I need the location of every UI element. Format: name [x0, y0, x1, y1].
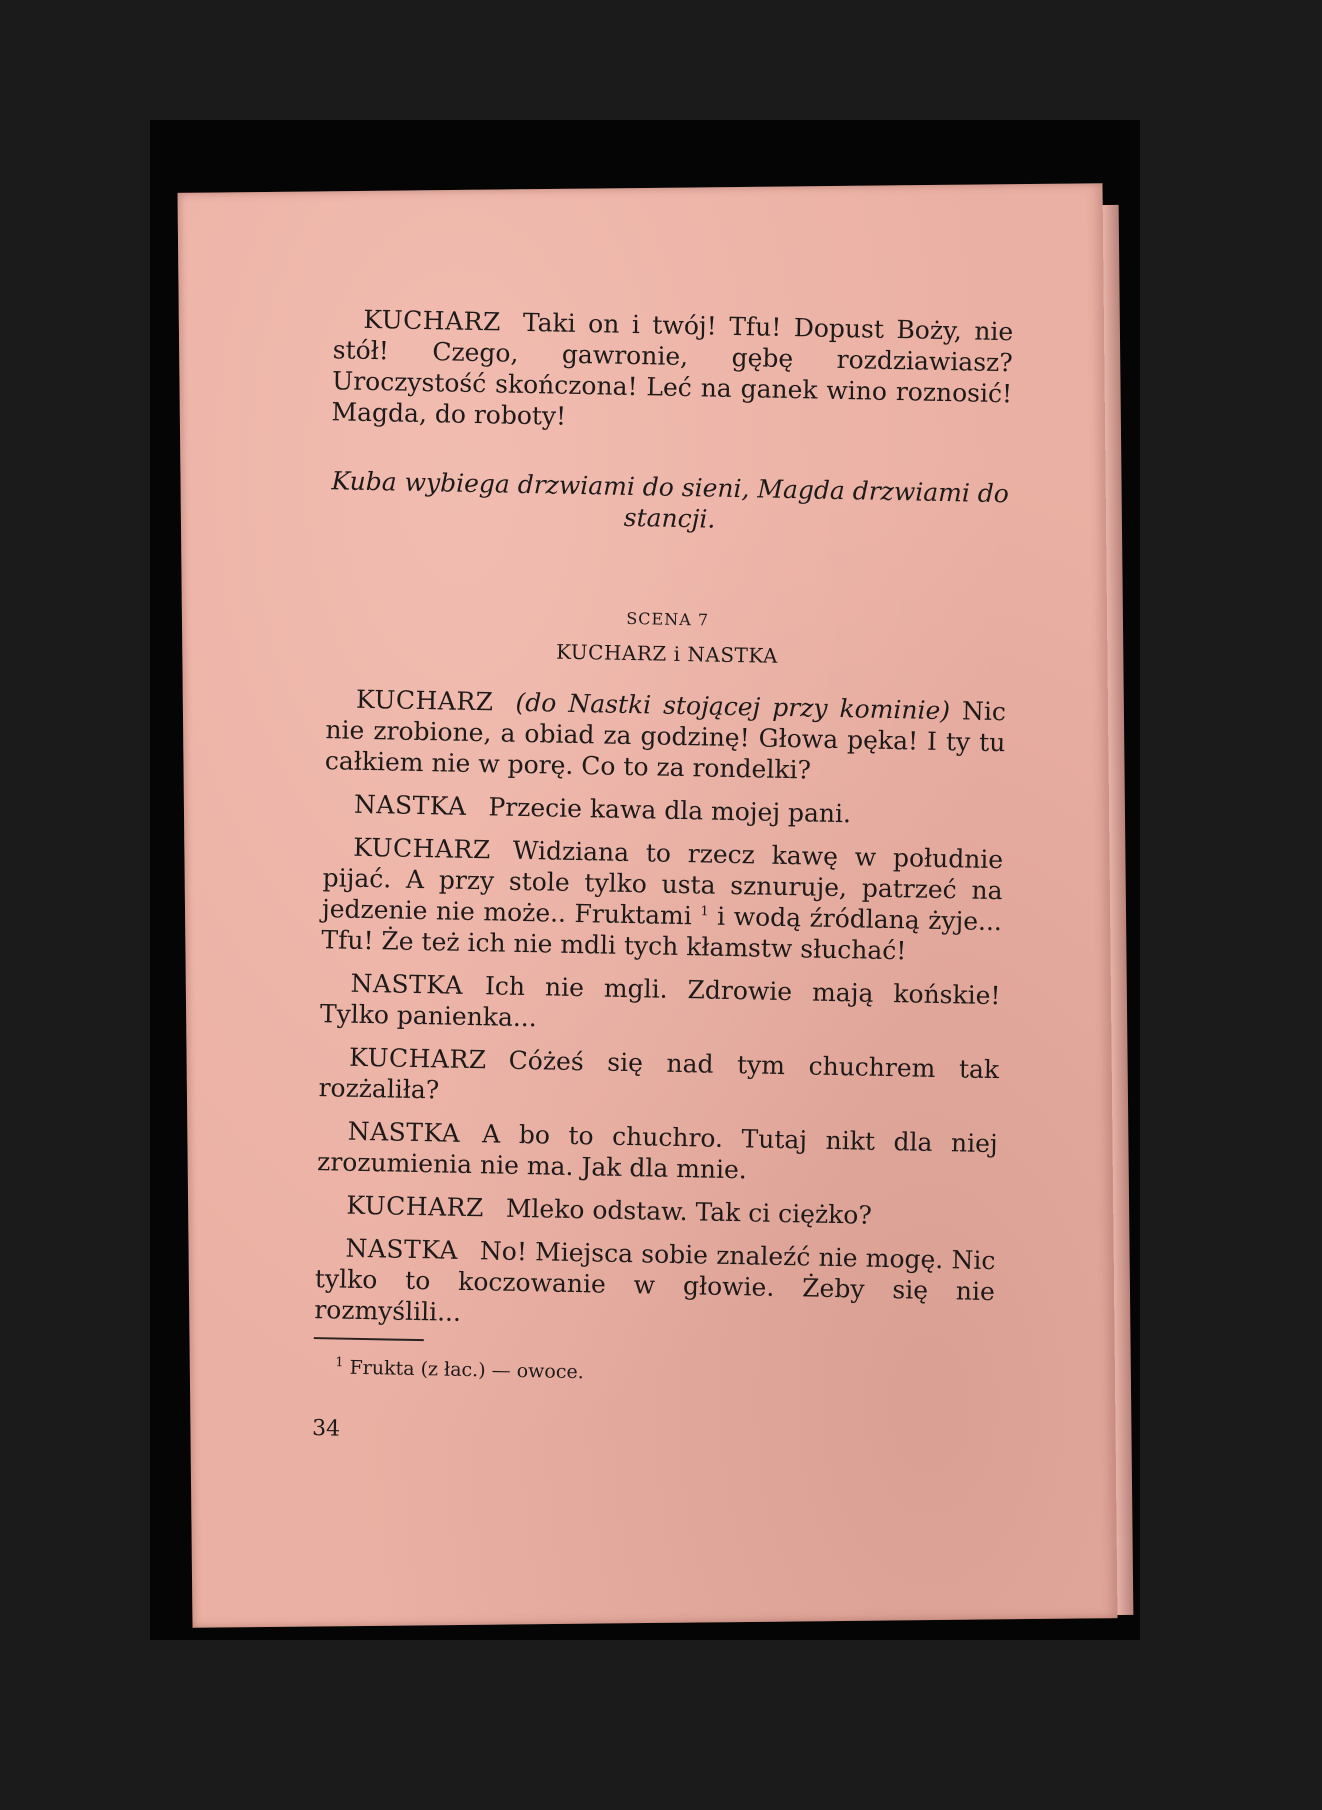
dialogue-paragraph	[320, 967, 1001, 1042]
dialogue-text: Nic nie zrobione, a obiad za godzinę! Głowa pęka! I ty tu całkiem nie w porę. Co to za rondelki?	[324, 696, 1007, 785]
dialogue-paragraph	[316, 1189, 996, 1233]
speaker-name: KUCHARZ	[363, 304, 502, 337]
stage-aside: (do Nastki stojącej przy kominie)	[515, 687, 951, 726]
stage-direction: Kuba wybiega drzwiami do sieni, Magda drzwiami do stancji.	[331, 466, 1010, 534]
dialogue-text: Cóżeś się nad tym chuchrem tak rozżaliła?	[318, 1045, 1000, 1105]
footnote-marker: 1	[335, 1355, 344, 1371]
speaker-name: KUCHARZ	[346, 1190, 485, 1223]
footnote-marker: 1	[700, 904, 709, 920]
book-page	[178, 183, 1118, 1628]
footnote-text: Frukta (z łac.) — owoce.	[349, 1356, 584, 1384]
dialogue-text: Ich nie mgli. Zdrowie mają końskie! Tylko panienka...	[319, 971, 1001, 1033]
scene-persons: KUCHARZ i NASTKA	[555, 639, 779, 668]
dialogue-paragraph	[324, 788, 1004, 832]
dialogue-text: No! Miejsca sobie znaleźć nie mogę. Nic tylko to koczowanie w głowie. Żeby się nie rozmyślili...	[314, 1236, 996, 1327]
speaker-name: KUCHARZ	[352, 832, 492, 865]
dialogue-text: Przecie kawa dla mojej pani.	[488, 792, 852, 829]
dialogue-text: A bo to chuchro. Tutaj nikt dla niej zrozumienia nie ma. Jak dla mnie.	[316, 1119, 998, 1185]
dialogue-paragraph	[331, 303, 1013, 440]
speaker-name: KUCHARZ	[348, 1042, 488, 1075]
speaker-name: NASTKA	[345, 1233, 459, 1265]
dialogue-paragraph	[318, 1041, 999, 1116]
footnote	[335, 1355, 993, 1392]
dialogue-paragraph	[314, 1232, 996, 1338]
speaker-name: KUCHARZ	[355, 684, 494, 717]
dialogue-paragraph	[325, 683, 1007, 789]
scene-number: SCENA 7	[626, 608, 710, 630]
dialogue-text: Mleko odstaw. Tak ci ciężko?	[505, 1193, 873, 1230]
speaker-name: NASTKA	[347, 1116, 461, 1148]
dialogue-text: Widziana to rzecz kawę w południe pijać. A przy stole tylko usta sznuruje, patrzeć na jedzenie nie może.. Fruktami	[321, 835, 1004, 931]
page-number: 34	[311, 1416, 341, 1442]
dialogue-text: i wodą źródlaną żyje... Tfu! Że też ich nie mdli tych kłamstw słuchać!	[321, 901, 1003, 966]
dialogue-paragraph	[321, 831, 1003, 968]
footnote-divider	[314, 1337, 424, 1341]
speaker-name: NASTKA	[353, 789, 467, 821]
dialogue-text: Taki on i twój! Tfu! Dopust Boży, nie stół! Czego, gawronie, gębę rozdziawiasz? Uroczystość skończona! Leć na ganek wino roznosić! Magda, do roboty!	[331, 307, 1014, 431]
speaker-name: NASTKA	[350, 968, 464, 1000]
dialogue-paragraph	[317, 1115, 998, 1190]
page-text	[312, 303, 1014, 1457]
